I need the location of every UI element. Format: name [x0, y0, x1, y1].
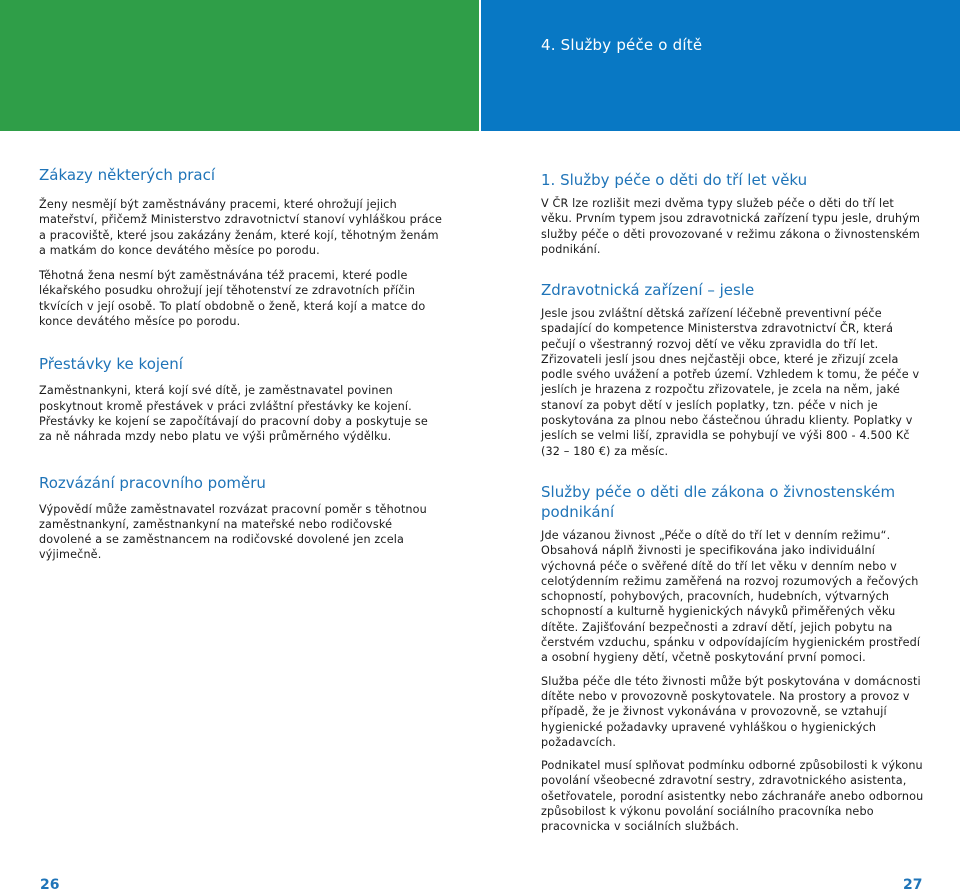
paragraph: Služba péče dle této živnosti může být poskytována v domácnosti dítěte nebo v provozovně poskytovatele. Na prostory a provoz v případě, že je živnost vykonávána v provozovně, se vztahují hygienické požadavky upravené vyhláškou o hygienických požadavcích.	[541, 674, 921, 749]
left-column	[39, 165, 444, 563]
paragraph: Jde vázanou živnost „Péče o dítě do tří let v denním režimu“. Obsahová náplň živnosti je specifikována jako individuální výchovná péče o svěřené dítě do tří let věku v denním nebo v celotýdenním režimu zaměřená na rozvoj rozumových a řečových schopností, pohybových, pracovních, hudebních, výtvarných schopností a kulturně hygienických návyků přiměřených věku dítěte. Zajišťování bezpečnosti a zdraví dětí, jejich pobytu na čerstvém vzduchu, spánku v odpovídajícím hygienickém prostředí a osobní hygieny dětí, včetně poskytování první pomoci.	[541, 529, 921, 665]
right-column-nurseries	[541, 280, 924, 459]
paragraph: Těhotná žena nesmí být zaměstnávána též pracemi, které podle lékařského posudku ohrožují její těhotenství ze zdravotních příčin tkvících v její osobě. To platí obdobně o ženě, která kojí a matce do konce devátého měsíce po porodu.	[39, 269, 426, 329]
right-column-trade-services	[541, 482, 924, 835]
paragraph: Jesle jsou zvláštní dětská zařízení léčebně preventivní péče spadající do kompetence Ministerstva zdravotnictví ČR, která pečují o všestranný rozvoj dětí ve věku zpravidla do tří let. Zřizovateli jeslí jsou dnes nejčastěji obce, které je zřizují zcela podle svého uvážení a potřeb území. Vzhledem k tomu, že péče v jeslích je hrazena z rozpočtu zřizovatele, je zcela na něm, jaké stanoví za pobyt dětí v jeslích poplatky, tzn. péče v nich je poskytována za plnou nebo částečnou úhradu klienty. Poplatky v jeslích se velmi liší, zpravidla se pohybují ve výši 800 - 4.500 Kč (32 – 180 €) za měsíc.	[541, 307, 920, 458]
page-number-left: 26	[40, 877, 60, 893]
page-number-right: 27	[903, 877, 923, 893]
section-heading-trade-services: Služby péče o děti dle zákona o živnostenském podnikání	[541, 483, 896, 521]
paragraph: Výpovědí může zaměstnavatel rozvázat pracovní poměr s těhotnou zaměstnankyní, zaměstnankyní na mateřské nebo rodičovské dovolené a se zaměstnancem na rodičovské dovolené jen zcela výjimečně.	[39, 502, 427, 562]
section-heading-termination: Rozvázání pracovního poměru	[39, 473, 266, 492]
paragraph: Zaměstnankyni, která kojí své dítě, je zaměstnavatel povinen poskytnout kromě přestávek v práci zvláštní přestávky ke kojení. Přestávky ke kojení se započítávají do pracovní doby a poskytuje se za ně náhrada mzdy nebo platu ve výši průměrného výdělku.	[39, 384, 428, 444]
section-heading-childcare-under-three: 1. Služby péče o děti do tří let věku	[541, 171, 808, 189]
chapter-title: 4. Služby péče o dítě	[541, 36, 703, 54]
paragraph: Ženy nesmějí být zaměstnávány pracemi, které ohrožují jejich mateřství, přičemž Ministerstvo zdravotnictví stanoví vyhláškou práce a pracoviště, které jsou zakázány ženám, které kojí, těhotným ženám a matkám do konce devátého měsíce po porodu.	[39, 198, 442, 257]
paragraph: V ČR lze rozlišit mezi dvěma typy služeb péče o děti do tří let věku. Prvním typem jsou zdravotnická zařízení typu jesle, druhým služby péče o děti provozované v režimu zákona o živnostenském podnikání.	[541, 197, 921, 256]
section-heading-nurseries: Zdravotnická zařízení – jesle	[541, 281, 755, 299]
section-heading-work-bans: Zákazy některých prací	[39, 166, 215, 184]
header-band-left	[0, 0, 479, 131]
paragraph: Podnikatel musí splňovat podmínku odborné způsobilosti k výkonu povolání všeobecné zdravotní sestry, zdravotnického asistenta, ošetřovatele, porodní asistentky nebo záchranáře anebo odbornou způsobilost k výkonu povolání sociálního pracovníka nebo pracovnicka v sociálních službách.	[541, 759, 924, 834]
section-heading-breastfeeding: Přestávky ke kojení	[39, 355, 183, 374]
header-band-right	[481, 0, 960, 131]
right-column-intro	[541, 170, 924, 257]
